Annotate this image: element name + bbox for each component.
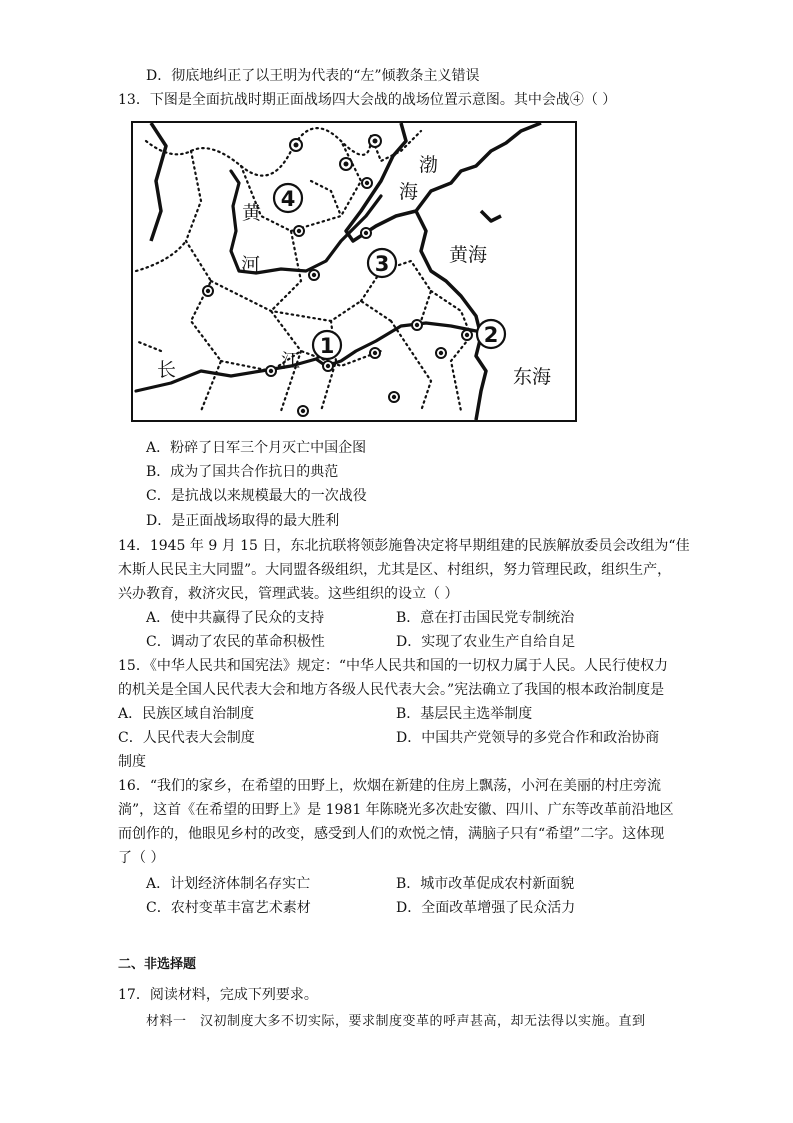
- q16-option-a: A．计划经济体制名存实亡: [146, 876, 311, 892]
- q14-stem-3: 兴办教育，救济灾民，管理武装。这些组织的设立（ ）: [118, 586, 459, 602]
- q16-stem-4: 了（ ）: [118, 850, 165, 866]
- q14-option-b: B．意在打击国民党专制统治: [396, 610, 575, 626]
- marker-1-label: 1: [319, 334, 335, 358]
- marker-3: [368, 249, 396, 277]
- q14-stem-1: 14．1945 年 9 月 15 日，东北抗联将领彭施鲁决定将早期组建的民族解放委员会改组为“佳: [118, 538, 690, 554]
- battle-map: [131, 121, 577, 422]
- section-title: 二、非选择题: [118, 957, 197, 972]
- q16-stem-1: 16．“我们的家乡，在希望的田野上，炊烟在新建的住房上飘荡，小河在美丽的村庄旁流: [118, 778, 661, 794]
- q15-stem-2: 的机关是全国人民代表大会和地方各级人民代表大会。”宪法确立了我国的根本政治制度是: [118, 682, 665, 698]
- q15-option-c: C．人民代表大会制度: [118, 730, 255, 746]
- q15-stem-1: 15．《中华人民共和国宪法》规定：“中华人民共和国的一切权力属于人民。人民行使权力: [118, 658, 668, 674]
- q14-stem-2: 木斯人民民主大同盟”。大同盟各级组织，尤其是区、村组织，努力管理民政，组织生产，: [118, 562, 672, 578]
- marker-2: [477, 320, 505, 348]
- q15-option-a: A．民族区域自治制度: [118, 706, 255, 722]
- marker-3-label: 3: [374, 252, 390, 276]
- q13-option-c: C．是抗战以来规模最大的一次战役: [146, 488, 367, 504]
- label-jiang: 江: [281, 350, 301, 372]
- q16-option-d: D．全面改革增强了民众活力: [396, 900, 576, 916]
- marker-1: [313, 331, 341, 359]
- q14-option-d: D．实现了农业生产自给自足: [396, 634, 576, 650]
- q13-option-a: A．粉碎了日军三个月灭亡中国企图: [146, 440, 367, 456]
- label-chang: 长: [157, 359, 177, 381]
- marker-4: [274, 184, 302, 212]
- label-bohai-2: 海: [399, 181, 419, 203]
- q13-option-b: B．成为了国共合作抗日的典范: [146, 464, 339, 480]
- marker-4-label: 4: [280, 187, 296, 211]
- q13-option-d: D．是正面战场取得的最大胜利: [146, 513, 340, 529]
- q12-option-d: D．彻底地纠正了以王明为代表的“左”倾教条主义错误: [146, 68, 480, 84]
- q16-option-b: B．城市改革促成农村新面貌: [396, 876, 575, 892]
- q16-option-c: C．农村变革丰富艺术素材: [146, 900, 311, 916]
- q17-material-1: 材料一 汉初制度大多不切实际，要求制度变革的呼声甚高，却无法得以实施。直到: [146, 1014, 646, 1029]
- map-frame: [132, 122, 576, 421]
- label-bohai-1: 渤: [419, 154, 439, 176]
- q16-stem-2: 淌”，这首《在希望的田野上》是 1981 年陈晓光多次赴安徽、四川、广东等改革前沿地区: [118, 802, 674, 818]
- q16-stem-3: 而创作的，他眼见乡村的改变，感受到人们的欢悦之情，满脑子只有“希望”二字。这体现: [118, 826, 665, 842]
- label-east-sea: 东海: [513, 366, 552, 388]
- label-huang: 黄: [242, 202, 262, 224]
- label-he: 河: [241, 254, 261, 276]
- q14-option-c: C．调动了农民的革命积极性: [146, 634, 325, 650]
- q17-stem: 17．阅读材料，完成下列要求。: [118, 987, 318, 1003]
- q13-stem: 13．下图是全面抗战时期正面战场四大会战的战场位置示意图。其中会战④（ ）: [118, 92, 617, 108]
- q15-option-d: D．中国共产党领导的多党合作和政治协商: [396, 730, 660, 746]
- q15-option-b: B．基层民主选举制度: [396, 706, 533, 722]
- q14-option-a: A．使中共赢得了民众的支持: [146, 610, 325, 626]
- label-yellow-sea: 黄海: [449, 244, 488, 266]
- marker-2-label: 2: [483, 323, 499, 347]
- q15-option-d-cont: 制度: [118, 754, 146, 770]
